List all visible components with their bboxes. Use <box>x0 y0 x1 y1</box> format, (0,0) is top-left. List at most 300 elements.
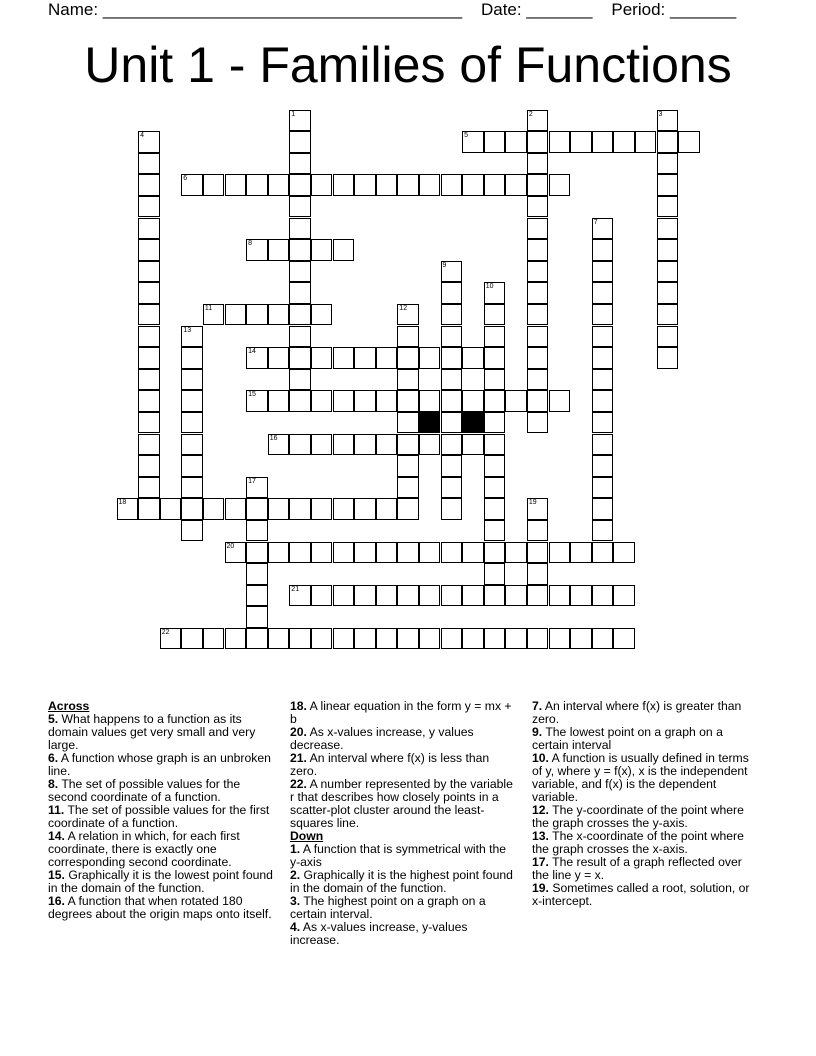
crossword-cell[interactable] <box>484 390 506 412</box>
crossword-cell[interactable] <box>311 434 333 456</box>
crossword-cell[interactable] <box>505 131 527 153</box>
crossword-cell[interactable] <box>527 131 549 153</box>
crossword-cell[interactable] <box>333 434 355 456</box>
crossword-cell[interactable] <box>484 520 506 542</box>
crossword-cell[interactable] <box>592 369 614 391</box>
crossword-cell[interactable] <box>441 498 463 520</box>
crossword-cell[interactable] <box>527 520 549 542</box>
crossword-cell[interactable] <box>268 239 290 261</box>
crossword-cell[interactable] <box>657 196 679 218</box>
clue-number-label: 3. <box>290 894 301 908</box>
clue-number: 16 <box>269 434 278 442</box>
crossword-cell[interactable] <box>181 347 203 369</box>
crossword-cell[interactable] <box>613 542 635 564</box>
crossword-cell[interactable] <box>527 239 549 261</box>
crossword-cell[interactable] <box>246 239 268 261</box>
crossword-cell[interactable] <box>657 110 679 132</box>
crossword-cell[interactable] <box>570 628 592 650</box>
crossword-cell[interactable] <box>376 585 398 607</box>
crossword-cell[interactable] <box>462 347 484 369</box>
crossword-cell[interactable] <box>354 347 376 369</box>
clue-text: An interval where f(x) is greater than zero. <box>532 699 742 726</box>
crossword-cell[interactable] <box>527 542 549 564</box>
crossword-cell[interactable] <box>311 390 333 412</box>
crossword-cell[interactable] <box>441 455 463 477</box>
crossword-cell[interactable] <box>441 542 463 564</box>
clue-number: 13 <box>183 326 192 334</box>
crossword-cell[interactable] <box>203 174 225 196</box>
crossword-cell[interactable] <box>527 628 549 650</box>
crossword-cell[interactable] <box>376 390 398 412</box>
crossword-cell[interactable] <box>397 585 419 607</box>
crossword-cell[interactable] <box>225 542 247 564</box>
crossword-cell[interactable] <box>311 585 333 607</box>
crossword-cell[interactable] <box>527 369 549 391</box>
crossword-cell[interactable] <box>657 218 679 240</box>
crossword-cell[interactable] <box>311 498 333 520</box>
clue-text: Graphically it is the lowest point found in the domain of the function. <box>48 868 273 895</box>
crossword-cell[interactable] <box>657 131 679 153</box>
crossword-cell[interactable] <box>138 434 160 456</box>
crossword-cell[interactable] <box>289 369 311 391</box>
crossword-cell[interactable] <box>462 542 484 564</box>
crossword-cell[interactable] <box>527 498 549 520</box>
crossword-cell[interactable] <box>592 542 614 564</box>
crossword-cell[interactable] <box>549 174 571 196</box>
clue-number: 9 <box>442 261 447 269</box>
clue-text: A function is usually defined in terms of y, where y = f(x), x is the independent variable, and f(x) is the dependent variable. <box>532 751 749 804</box>
crossword-cell[interactable] <box>527 347 549 369</box>
crossword-cell[interactable] <box>505 628 527 650</box>
crossword-cell[interactable] <box>311 239 333 261</box>
crossword-cell[interactable] <box>527 196 549 218</box>
crossword-cell[interactable] <box>613 585 635 607</box>
clue-number-label: 4. <box>290 920 301 934</box>
crossword-cell[interactable] <box>289 131 311 153</box>
crossword-cell[interactable] <box>484 326 506 348</box>
crossword-cell[interactable] <box>592 282 614 304</box>
crossword-cell[interactable] <box>657 347 679 369</box>
crossword-cell[interactable] <box>527 326 549 348</box>
crossword-cell[interactable] <box>289 585 311 607</box>
crossword-cell[interactable] <box>289 326 311 348</box>
crossword-cell[interactable] <box>289 239 311 261</box>
crossword-cell[interactable] <box>657 153 679 175</box>
crossword-cell[interactable] <box>181 455 203 477</box>
crossword-cell[interactable] <box>419 347 441 369</box>
crossword-cell[interactable] <box>484 347 506 369</box>
crossword-cell[interactable] <box>138 239 160 261</box>
crossword-cell[interactable] <box>354 542 376 564</box>
crossword-cell[interactable] <box>138 369 160 391</box>
crossword-cell[interactable] <box>289 110 311 132</box>
crossword-cell[interactable] <box>289 542 311 564</box>
crossword-cell[interactable] <box>505 174 527 196</box>
crossword-cell[interactable] <box>160 498 182 520</box>
crossword-cell[interactable] <box>311 304 333 326</box>
crossword-cell[interactable] <box>225 174 247 196</box>
crossword-cell[interactable] <box>419 585 441 607</box>
crossword-cell[interactable] <box>441 282 463 304</box>
crossword-cell[interactable] <box>484 477 506 499</box>
clue-number: 4 <box>140 132 144 140</box>
crossword-cell[interactable] <box>268 347 290 369</box>
crossword-cell[interactable] <box>484 498 506 520</box>
crossword-cell[interactable] <box>613 628 635 650</box>
crossword-cell[interactable] <box>376 434 398 456</box>
crossword-cell[interactable] <box>138 282 160 304</box>
crossword-cell[interactable] <box>289 628 311 650</box>
crossword-cell[interactable] <box>441 261 463 283</box>
crossword-cell[interactable] <box>592 261 614 283</box>
crossword-cell[interactable] <box>181 628 203 650</box>
crossword-cell[interactable] <box>246 520 268 542</box>
crossword-cell[interactable] <box>138 196 160 218</box>
crossword-cell[interactable] <box>592 585 614 607</box>
crossword-cell[interactable] <box>289 390 311 412</box>
crossword-cell[interactable] <box>376 174 398 196</box>
crossword-cell[interactable] <box>441 477 463 499</box>
crossword-cell[interactable] <box>570 131 592 153</box>
clue-number: 21 <box>291 585 300 593</box>
crossword-cell[interactable] <box>462 174 484 196</box>
crossword-cell[interactable] <box>484 304 506 326</box>
crossword-cell[interactable] <box>268 304 290 326</box>
crossword-cell[interactable] <box>657 304 679 326</box>
crossword-cell[interactable] <box>505 585 527 607</box>
crossword-cell[interactable] <box>225 498 247 520</box>
crossword-cell[interactable] <box>376 347 398 369</box>
clue-number-label: 11. <box>48 803 65 817</box>
crossword-cell[interactable] <box>354 174 376 196</box>
clues-column-3 <box>532 700 760 908</box>
crossword-cell[interactable] <box>419 628 441 650</box>
crossword-cell[interactable] <box>268 434 290 456</box>
crossword-cell[interactable] <box>376 542 398 564</box>
clue-number: 10 <box>485 283 494 291</box>
crossword-cell[interactable] <box>462 434 484 456</box>
clue-item <box>290 869 518 895</box>
crossword-cell[interactable] <box>549 628 571 650</box>
clue-text: A function that is symmetrical with the y-axis <box>290 842 507 869</box>
crossword-cell[interactable] <box>592 434 614 456</box>
crossword-cell[interactable] <box>289 347 311 369</box>
crossword-cell[interactable] <box>225 628 247 650</box>
crossword-cell[interactable] <box>484 542 506 564</box>
crossword-cell[interactable] <box>505 390 527 412</box>
crossword-cell[interactable] <box>246 542 268 564</box>
crossword-cell[interactable] <box>592 455 614 477</box>
crossword-cell[interactable] <box>203 304 225 326</box>
clue-number-label: 10. <box>532 751 549 765</box>
crossword-cell[interactable] <box>549 585 571 607</box>
clue-item <box>532 804 760 830</box>
crossword-cell[interactable] <box>181 369 203 391</box>
crossword-cell[interactable] <box>527 110 549 132</box>
clue-number-label: 12. <box>532 803 549 817</box>
crossword-cell[interactable] <box>592 218 614 240</box>
crossword-cell[interactable] <box>333 542 355 564</box>
crossword-cell[interactable] <box>592 347 614 369</box>
crossword-cell[interactable] <box>246 498 268 520</box>
crossword-cell[interactable] <box>181 477 203 499</box>
crossword-cell[interactable] <box>138 218 160 240</box>
crossword-cell[interactable] <box>484 131 506 153</box>
crossword-cell[interactable] <box>441 628 463 650</box>
crossword-cell[interactable] <box>441 347 463 369</box>
crossword-cell[interactable] <box>441 585 463 607</box>
crossword-cell[interactable] <box>138 455 160 477</box>
clue-text: The x-coordinate of the point where the graph crosses the x-axis. <box>532 829 744 856</box>
crossword-cell[interactable] <box>592 412 614 434</box>
crossword-cell[interactable] <box>138 326 160 348</box>
crossword-cell[interactable] <box>484 455 506 477</box>
crossword-cell[interactable] <box>397 542 419 564</box>
clue-item <box>48 830 276 869</box>
clue-number: 2 <box>528 110 533 118</box>
crossword-cell[interactable] <box>397 477 419 499</box>
crossword-cell[interactable] <box>527 261 549 283</box>
clue-number-label: 6. <box>48 751 59 765</box>
crossword-cell[interactable] <box>246 585 268 607</box>
crossword-cell[interactable] <box>592 239 614 261</box>
crossword-cell[interactable] <box>549 390 571 412</box>
crossword-cell[interactable] <box>376 498 398 520</box>
clue-text: A relation in which, for each first coordinate, there is exactly one corresponding second coordinate. <box>48 829 240 869</box>
clue-number: 20 <box>226 542 235 550</box>
crossword-cell[interactable] <box>117 498 139 520</box>
crossword-cell[interactable] <box>397 498 419 520</box>
clue-number-label: 19. <box>532 881 549 895</box>
crossword-cell[interactable] <box>657 261 679 283</box>
crossword-cell[interactable] <box>246 477 268 499</box>
crossword-cell[interactable] <box>527 412 549 434</box>
crossword-cell[interactable] <box>397 347 419 369</box>
crossword-cell[interactable] <box>333 347 355 369</box>
crossword-cell[interactable] <box>592 477 614 499</box>
crossword-cell[interactable] <box>181 390 203 412</box>
crossword-cell[interactable] <box>441 412 463 434</box>
crossword-cell[interactable] <box>397 628 419 650</box>
clue-item <box>48 713 276 752</box>
crossword-cell[interactable] <box>138 304 160 326</box>
clue-item <box>48 804 276 830</box>
crossword-cell[interactable] <box>484 628 506 650</box>
crossword-cell[interactable] <box>311 174 333 196</box>
crossword-cell[interactable] <box>138 498 160 520</box>
crossword-cell[interactable] <box>181 412 203 434</box>
clue-item <box>48 778 276 804</box>
crossword-cell[interactable] <box>138 261 160 283</box>
crossword-cell[interactable] <box>289 261 311 283</box>
crossword-cell[interactable] <box>592 304 614 326</box>
crossword-cell[interactable] <box>397 434 419 456</box>
crossword-cell[interactable] <box>246 304 268 326</box>
crossword-cell[interactable] <box>268 174 290 196</box>
clue-item <box>532 700 760 726</box>
crossword-cell[interactable] <box>289 153 311 175</box>
crossword-cell[interactable] <box>333 390 355 412</box>
crossword-cell[interactable] <box>441 304 463 326</box>
crossword-cell[interactable] <box>441 174 463 196</box>
clue-number-label: 2. <box>290 868 301 882</box>
clue-number: 1 <box>291 110 296 118</box>
crossword-cell[interactable] <box>505 542 527 564</box>
crossword-cell[interactable] <box>570 585 592 607</box>
crossword-cell[interactable] <box>333 239 355 261</box>
crossword-cell[interactable] <box>484 412 506 434</box>
crossword-cell[interactable] <box>289 434 311 456</box>
crossword-cell[interactable] <box>549 542 571 564</box>
crossword-cell[interactable] <box>397 412 419 434</box>
crossword-cell[interactable] <box>592 628 614 650</box>
crossword-cell[interactable] <box>397 390 419 412</box>
crossword-cell[interactable] <box>462 628 484 650</box>
crossword-cell[interactable] <box>419 174 441 196</box>
crossword-cell[interactable] <box>268 390 290 412</box>
crossword-cell[interactable] <box>484 434 506 456</box>
crossword-cell[interactable] <box>138 390 160 412</box>
crossword-cell[interactable] <box>160 628 182 650</box>
crossword-cell[interactable] <box>311 347 333 369</box>
crossword-cell[interactable] <box>592 326 614 348</box>
crossword-cell[interactable] <box>592 498 614 520</box>
crossword-cell[interactable] <box>462 585 484 607</box>
crossword-cell[interactable] <box>333 585 355 607</box>
crossword-cell[interactable] <box>570 542 592 564</box>
crossword-cell[interactable] <box>527 563 549 585</box>
crossword-cell[interactable] <box>484 174 506 196</box>
crossword-cell[interactable] <box>203 628 225 650</box>
crossword-cell[interactable] <box>354 498 376 520</box>
crossword-cell[interactable] <box>138 412 160 434</box>
crossword-cell[interactable] <box>246 563 268 585</box>
crossword-cell[interactable] <box>657 282 679 304</box>
crossword-cell[interactable] <box>289 196 311 218</box>
crossword-cell[interactable] <box>549 131 571 153</box>
crossword-cell[interactable] <box>397 304 419 326</box>
crossword-cell[interactable] <box>592 520 614 542</box>
clue-number: 5 <box>464 132 468 140</box>
crossword-cell[interactable] <box>354 390 376 412</box>
crossword-cell[interactable] <box>527 585 549 607</box>
crossword-cell[interactable] <box>441 369 463 391</box>
clue-number-label: 18. <box>290 699 307 713</box>
crossword-cell[interactable] <box>289 304 311 326</box>
crossword-cell[interactable] <box>592 390 614 412</box>
crossword-cell[interactable] <box>527 390 549 412</box>
clue-number: 17 <box>248 477 256 485</box>
page-title: Unit 1 - Families of Functions <box>84 37 732 93</box>
crossword-cell[interactable] <box>657 239 679 261</box>
crossword-cell[interactable] <box>138 347 160 369</box>
crossword-cell[interactable] <box>527 282 549 304</box>
crossword-cell[interactable] <box>138 477 160 499</box>
crossword-cell[interactable] <box>225 304 247 326</box>
crossword-cell[interactable] <box>354 585 376 607</box>
crossword-cell[interactable] <box>441 390 463 412</box>
crossword-cell[interactable] <box>289 282 311 304</box>
crossword-cell[interactable] <box>613 131 635 153</box>
crossword-cell[interactable] <box>397 455 419 477</box>
crossword-cell[interactable] <box>333 174 355 196</box>
crossword-cell[interactable] <box>397 174 419 196</box>
crossword-cell[interactable] <box>354 628 376 650</box>
crossword-cell[interactable] <box>268 628 290 650</box>
crossword-cell[interactable] <box>397 369 419 391</box>
crossword-cell[interactable] <box>376 628 398 650</box>
crossword-cell[interactable] <box>419 390 441 412</box>
crossword-cell[interactable] <box>484 369 506 391</box>
crossword-cell[interactable] <box>311 628 333 650</box>
crossword-cell[interactable] <box>268 542 290 564</box>
crossword-cell[interactable] <box>246 606 268 628</box>
crossword-cell[interactable] <box>181 520 203 542</box>
crossword-cell[interactable] <box>635 131 657 153</box>
crossword-cell[interactable] <box>484 585 506 607</box>
crossword-cell[interactable] <box>181 174 203 196</box>
crossword-cell[interactable] <box>246 174 268 196</box>
crossword-cell[interactable] <box>484 282 506 304</box>
crossword-cell[interactable] <box>181 498 203 520</box>
crossword-cell[interactable] <box>289 498 311 520</box>
crossword-cell[interactable] <box>138 174 160 196</box>
crossword-cell[interactable] <box>678 131 700 153</box>
clue-item <box>48 752 276 778</box>
crossword-cell[interactable] <box>138 131 160 153</box>
crossword-cell[interactable] <box>397 326 419 348</box>
crossword-cell[interactable] <box>592 131 614 153</box>
crossword-cell[interactable] <box>419 434 441 456</box>
crossword-cell[interactable] <box>289 218 311 240</box>
clue-text: The highest point on a graph on a certain interval. <box>290 894 486 921</box>
crossword-cell[interactable] <box>527 304 549 326</box>
crossword-cell[interactable] <box>441 326 463 348</box>
crossword-cell[interactable] <box>333 628 355 650</box>
crossword-cell[interactable] <box>527 153 549 175</box>
clue-item <box>290 778 518 830</box>
clue-number: 11 <box>204 304 213 312</box>
crossword-cell[interactable] <box>441 434 463 456</box>
crossword-cell[interactable] <box>354 434 376 456</box>
crossword-cell[interactable] <box>657 326 679 348</box>
crossword-cell[interactable] <box>138 153 160 175</box>
crossword-cell[interactable] <box>181 326 203 348</box>
crossword-cell[interactable] <box>289 174 311 196</box>
crossword-cell[interactable] <box>527 174 549 196</box>
crossword-cell[interactable] <box>246 347 268 369</box>
crossword-cell[interactable] <box>203 498 225 520</box>
clue-text: Graphically it is the highest point found in the domain of the function. <box>290 868 513 895</box>
crossword-cell[interactable] <box>311 542 333 564</box>
clue-section-heading: Across <box>48 699 90 713</box>
crossword-cell[interactable] <box>419 542 441 564</box>
clue-item <box>532 830 760 856</box>
crossword-cell[interactable] <box>333 498 355 520</box>
crossword-cell[interactable] <box>484 563 506 585</box>
crossword-cell[interactable] <box>462 390 484 412</box>
crossword-cell[interactable] <box>181 434 203 456</box>
crossword-cell[interactable] <box>246 628 268 650</box>
crossword-cell[interactable] <box>268 498 290 520</box>
clue-section-heading: Down <box>290 829 324 843</box>
clue-number-label: 15. <box>48 868 65 882</box>
crossword-cell[interactable] <box>657 174 679 196</box>
crossword-cell[interactable] <box>246 390 268 412</box>
crossword-cell[interactable] <box>462 131 484 153</box>
clue-number-label: 16. <box>48 894 65 908</box>
crossword-cell[interactable] <box>527 218 549 240</box>
